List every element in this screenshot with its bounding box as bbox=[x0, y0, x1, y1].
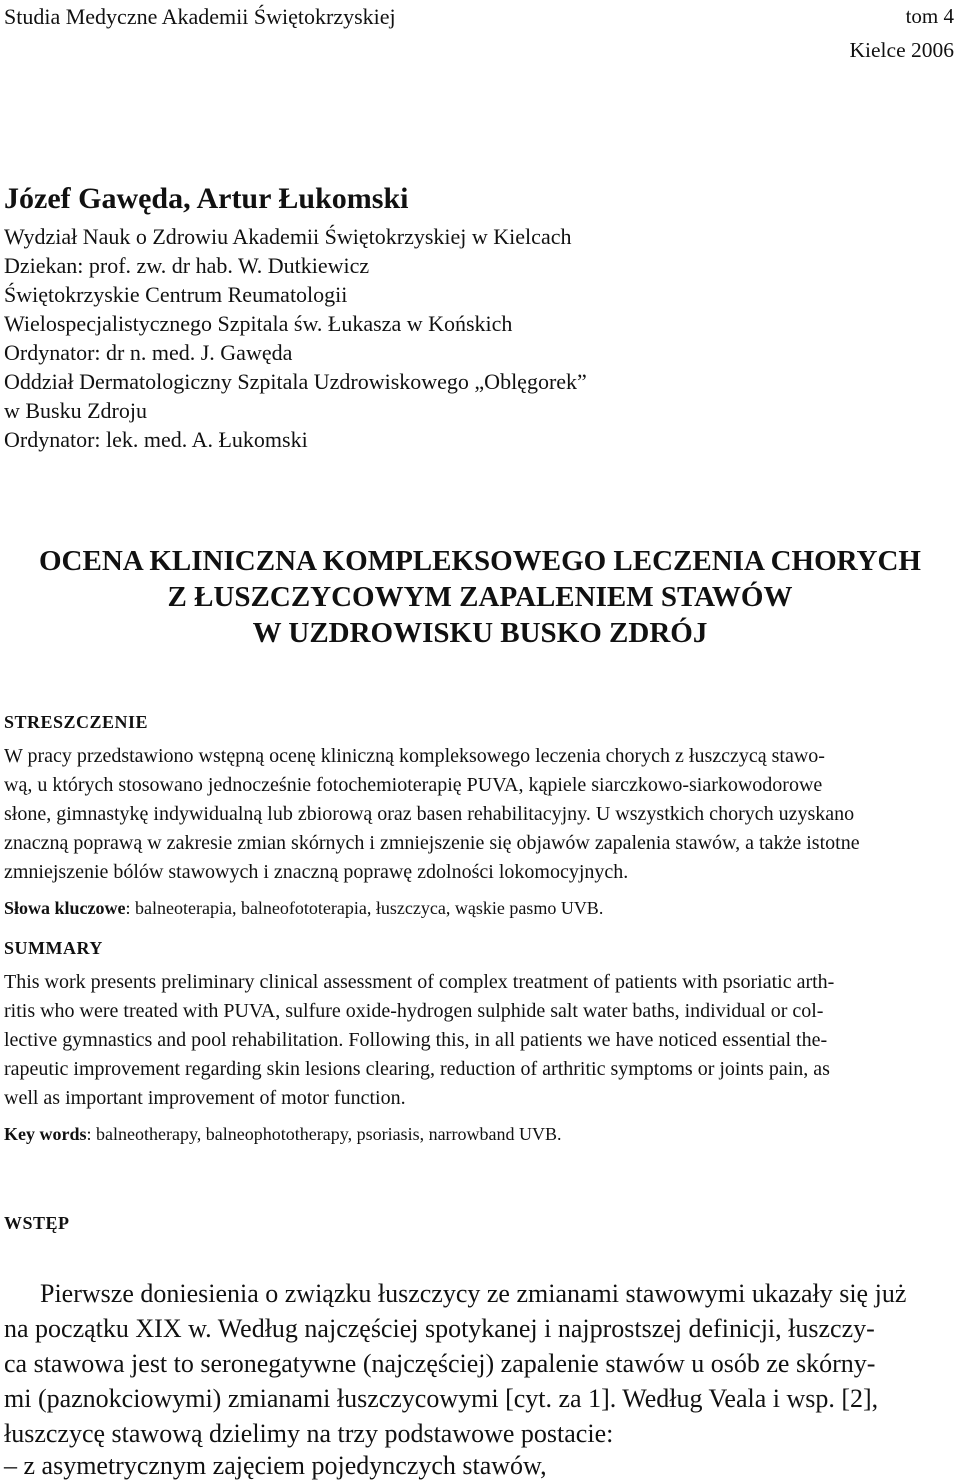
abstract-en-line: ritis who were treated with PUVA, sulfure oxide-hydrogen sulphide salt water baths, individual or col- bbox=[4, 1000, 824, 1022]
affiliation-line: Świętokrzyskie Centrum Reumatologii bbox=[4, 282, 348, 307]
keywords-pl-label: Słowa kluczowe bbox=[4, 898, 126, 918]
abstract-en-line: rapeutic improvement regarding skin lesions clearing, reduction of arthritic symptoms or joints pain, as bbox=[4, 1058, 830, 1080]
intro-line: na początku XIX w. Według najczęściej spotykanej i najprostszej definicji, łuszczy- bbox=[4, 1314, 875, 1343]
wstep-heading: WSTĘP bbox=[4, 1213, 70, 1233]
intro-line: – z asymetrycznym zajęciem pojedynczych stawów, bbox=[4, 1451, 547, 1480]
abstract-pl-line: znaczną poprawą w zakresie zmian skórnych i zmniejszenie się objawów zapalenia stawów, a także istotne bbox=[4, 832, 860, 854]
keywords-en-label: Key words bbox=[4, 1124, 87, 1144]
abstract-en-line: well as important improvement of motor function. bbox=[4, 1087, 406, 1109]
abstract-pl-line: zmniejszenie bólów stawowych i znaczną poprawę zdolności lokomocyjnych. bbox=[4, 861, 629, 883]
affiliation-line: Oddział Dermatologiczny Szpitala Uzdrowiskowego „Oblęgorek” bbox=[4, 369, 587, 394]
keywords-en bbox=[4, 1124, 562, 1145]
abstract-en-line: This work presents preliminary clinical assessment of complex treatment of patients with psoriatic arth- bbox=[4, 971, 835, 993]
abstract-pl-line: słone, gimnastykę indywidualną lub zbiorową oraz basen rehabilitacyjny. U wszystkich chorych uzyskano bbox=[4, 803, 855, 825]
article-title-line: W UZDROWISKU BUSKO ZDRÓJ bbox=[252, 617, 708, 649]
article-title-line: OCENA KLINICZNA KOMPLEKSOWEGO LECZENIA CHORYCH bbox=[38, 545, 921, 577]
intro-line: łuszczycę stawową dzielimy na trzy podstawowe postacie: bbox=[4, 1419, 614, 1448]
abstract-pl-line: wą, u których stosowano jednocześnie fotochemioterapię PUVA, kąpiele siarczkowo-siarkowodorowe bbox=[4, 774, 823, 796]
keywords-pl bbox=[4, 898, 603, 919]
affiliation-line: Wielospecjalistycznego Szpitala św. Łukasza w Końskich bbox=[4, 311, 513, 336]
intro-line: ca stawowa jest to seronegatywne (najczęściej) zapalenie stawów u osób ze skórny- bbox=[4, 1349, 876, 1378]
intro-line: Pierwsze doniesienia o związku łuszczycy ze zmianami stawowymi ukazały się już bbox=[40, 1279, 907, 1308]
affiliation-line: Dziekan: prof. zw. dr hab. W. Dutkiewicz bbox=[4, 253, 370, 278]
keywords-pl-text: : balneoterapia, balneofototerapia, łuszczyca, wąskie pasmo UVB. bbox=[125, 898, 604, 918]
affiliation-line: Wydział Nauk o Zdrowiu Akademii Świętokrzyskiej w Kielcach bbox=[4, 224, 572, 249]
journal-name: Studia Medyczne Akademii Świętokrzyskiej bbox=[4, 4, 396, 29]
summary-heading: SUMMARY bbox=[4, 938, 103, 958]
affiliation-line: w Busku Zdroju bbox=[4, 398, 147, 423]
authors: Józef Gawęda, Artur Łukomski bbox=[4, 182, 409, 215]
volume: tom 4 bbox=[905, 4, 954, 28]
article-title-line: Z ŁUSZCZYCOWYM ZAPALENIEM STAWÓW bbox=[167, 581, 793, 613]
abstract-en-line: lective gymnastics and pool rehabilitation. Following this, in all patients we have noticed essential the- bbox=[4, 1029, 828, 1051]
affiliation-line: Ordynator: lek. med. A. Łukomski bbox=[4, 427, 308, 452]
keywords-en-text: : balneotherapy, balneophototherapy, psoriasis, narrowband UVB. bbox=[86, 1124, 562, 1144]
abstract-pl-line: W pracy przedstawiono wstępną ocenę kliniczną kompleksowego leczenia chorych z łuszczycą stawo- bbox=[4, 745, 825, 767]
streszczenie-heading: STRESZCZENIE bbox=[4, 712, 149, 732]
affiliation-line: Ordynator: dr n. med. J. Gawęda bbox=[4, 340, 293, 365]
place-year: Kielce 2006 bbox=[849, 38, 954, 62]
intro-line: mi (paznokciowymi) zmianami łuszczycowymi [cyt. za 1]. Według Veala i wsp. [2], bbox=[4, 1384, 879, 1413]
